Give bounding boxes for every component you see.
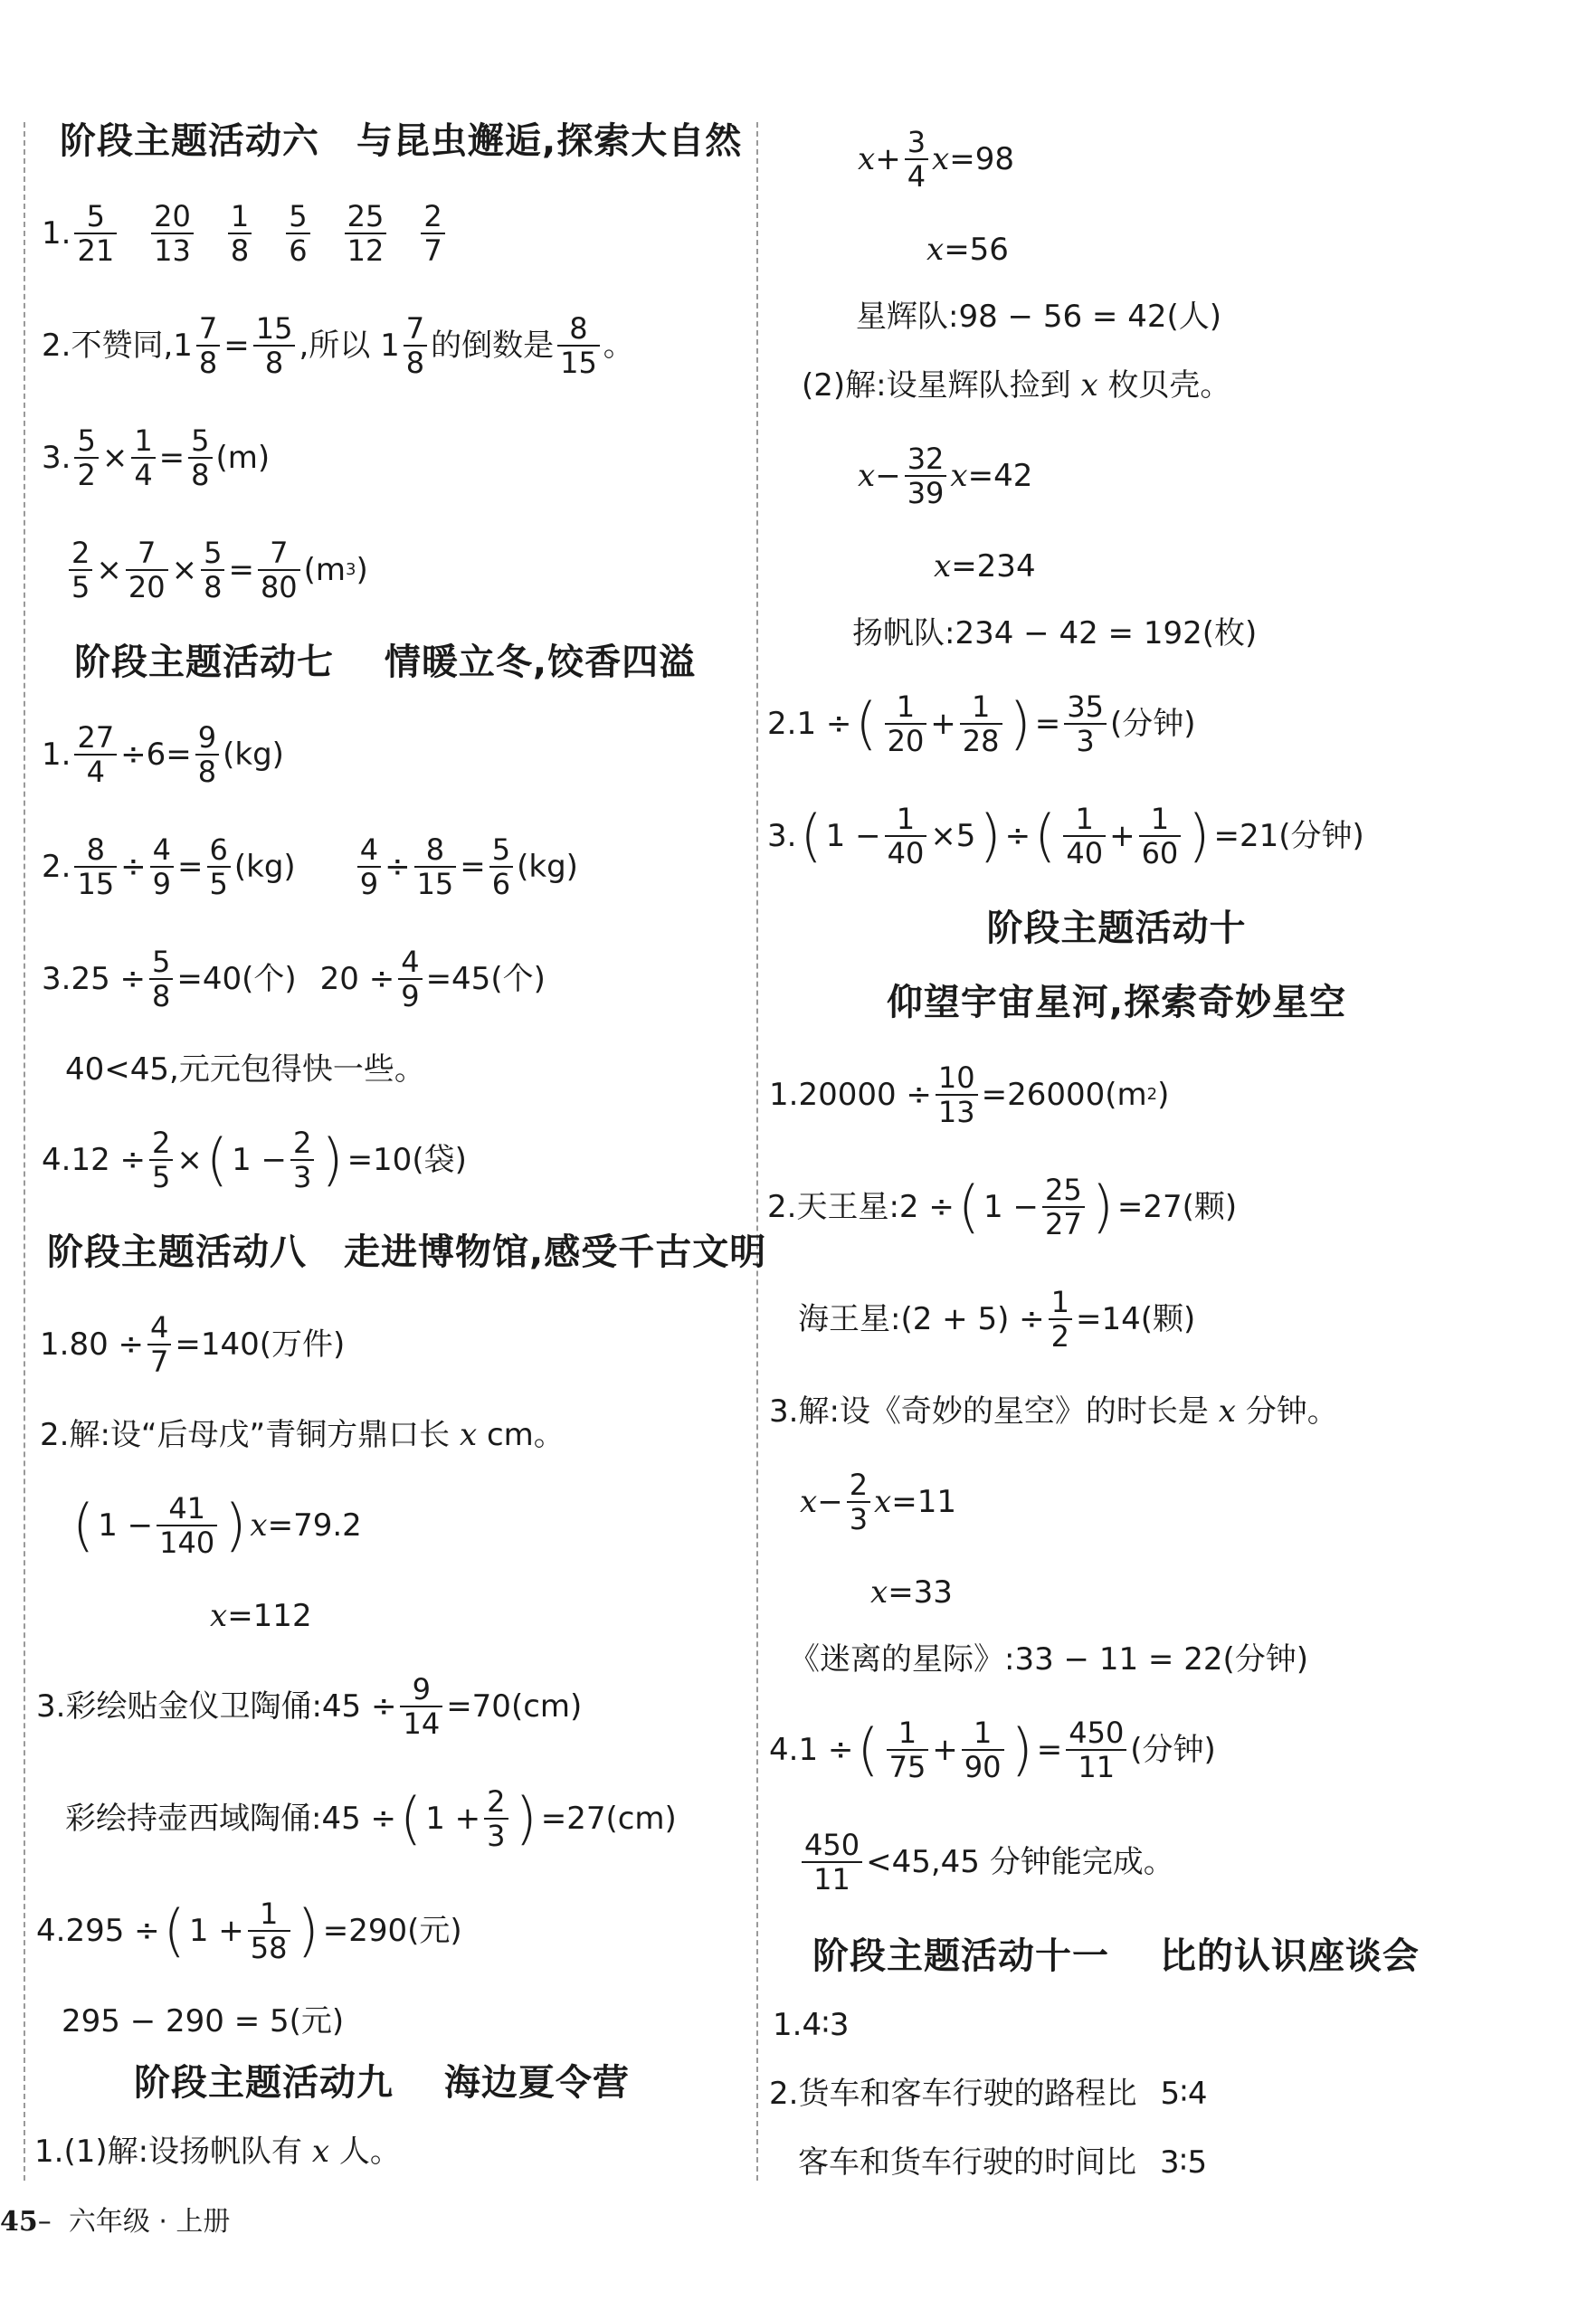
fraction: $\frac{5}{21}$ <box>74 200 117 267</box>
r-s10-line16: 《迷离的星际》:33 − 11 = 22(分钟) <box>789 1641 1308 1678</box>
fraction: $\frac{8}{15}$ <box>414 833 457 900</box>
fraction: $\frac{10}{13}$ <box>936 1061 978 1128</box>
s8-q2: 2.解:设“后母戊”青铜方鼎口长 x cm。 <box>40 1417 565 1453</box>
s7-q3-conclusion: 40<45,元元包得快一些。 <box>65 1051 425 1088</box>
r-line4: (2)解:设星辉队捡到 x 枚贝壳。 <box>802 367 1231 404</box>
fraction: $\frac{1}{20}$ <box>885 690 927 757</box>
section-8-title: 阶段主题活动八 走进博物馆,感受千古文明 <box>47 1231 767 1273</box>
s7-q1: 1. $\frac{27}{4}$ ÷6= $\frac{9}{8}$ (kg) <box>42 720 284 789</box>
fraction: $\frac{35}{3}$ <box>1064 690 1107 757</box>
fraction-list <box>71 200 475 267</box>
grade-label: 六年级 · 上册 <box>68 2206 231 2238</box>
r-line3: 星辉队:98 − 56 = 42(人) <box>856 299 1221 335</box>
s7-q4: 4.12 ÷ $\frac{2}{5}$ × ( 1 − $\frac{2}{3}$ ) =10(袋) <box>42 1126 467 1194</box>
fraction: $\frac{25}{12}$ <box>345 200 387 267</box>
fraction: $\frac{8}{15}$ <box>74 833 117 900</box>
fraction: $\frac{7}{8}$ <box>404 312 427 379</box>
fraction: $\frac{20}{13}$ <box>151 200 194 267</box>
column-divider <box>756 122 758 2181</box>
s6-q1: 1. $\frac{5}{21}$ $\frac{20}{13}$ $\frac{1}{8}$ $\frac{5}{6}$ $\frac{25}{12}$ $\frac{2}{7}$ <box>42 200 476 267</box>
section-10-title-1: 阶段主题活动十 <box>986 908 1247 949</box>
fraction: $\frac{2}{3}$ <box>484 1785 508 1852</box>
r-s11-q2b: 客车和货车行驶的时间比 3∶5 <box>798 2144 1208 2181</box>
r-s11-q1: 1.4∶3 <box>773 2007 850 2043</box>
r-q2: 2.1 ÷ ( $\frac{1}{20}$ + $\frac{1}{28}$ ) = $\frac{35}{3}$ (分钟) <box>767 689 1196 758</box>
r-s10-q1: 1.20000 ÷ $\frac{10}{13}$ =26000(m 2 ) <box>769 1060 1170 1129</box>
s8-q3a: 3.彩绘贴金仪卫陶俑:45 ÷ $\frac{9}{14}$ =70(cm) <box>36 1672 583 1741</box>
fraction: $\frac{1}{40}$ <box>1063 803 1106 870</box>
s9-q1: 1.(1)解:设扬帆队有 x 人。 <box>34 2134 401 2170</box>
fraction: $\frac{27}{4}$ <box>74 721 117 788</box>
r-line7: 扬帆队:234 − 42 = 192(枚) <box>852 615 1258 651</box>
s7-q2: 2. $\frac{8}{15}$ ÷ $\frac{4}{9}$ = $\frac{6}{5}$ (kg) $\frac{4}{9}$ ÷ $\frac{8}{15}$ = $\frac{5}{6}$ (kg) <box>42 832 578 901</box>
fraction: $\frac{1}{28}$ <box>960 690 1002 757</box>
fraction: $\frac{1}{2}$ <box>1049 1286 1072 1353</box>
fraction: $\frac{3}{4}$ <box>905 126 928 193</box>
fraction: $\frac{1}{58}$ <box>248 1897 290 1964</box>
fraction: $\frac{2}{3}$ <box>290 1126 314 1193</box>
fraction: $\frac{1}{40}$ <box>885 803 927 870</box>
section-10-title-2: 仰望宇宙星河,探索奇妙星空 <box>886 982 1347 1023</box>
section-7-title: 阶段主题活动七 情暖立冬,饺香四溢 <box>74 642 697 683</box>
fraction: $\frac{1}{8}$ <box>228 200 252 267</box>
fraction: $\frac{1}{4}$ <box>131 424 155 491</box>
fraction: $\frac{5}{8}$ <box>149 946 173 1012</box>
r-eq2: x =56 <box>926 232 1009 268</box>
left-margin-line <box>24 122 25 2181</box>
fraction: $\frac{2}{3}$ <box>847 1469 870 1535</box>
fraction: $\frac{2}{7}$ <box>421 200 444 267</box>
s8-q4b: 295 − 290 = 5(元) <box>62 2003 345 2039</box>
section-11-title: 阶段主题活动十一 比的认识座谈会 <box>812 1935 1420 1977</box>
fraction: $\frac{32}{39}$ <box>905 442 947 509</box>
fraction: $\frac{7}{8}$ <box>196 312 220 379</box>
section-6-title: 阶段主题活动六 与昆虫邂逅,探索大自然 <box>60 120 743 162</box>
s7-q3: 3.25 ÷ $\frac{5}{8}$ =40(个) 20 ÷ $\frac{4}{9}$ =45(个) <box>42 945 546 1013</box>
fraction: $\frac{4}{9}$ <box>398 946 422 1012</box>
fraction: $\frac{5}{8}$ <box>201 537 224 604</box>
fraction: $\frac{450}{11}$ <box>802 1829 862 1896</box>
s8-q2-eq2: x =112 <box>210 1598 312 1634</box>
fraction: $\frac{5}{6}$ <box>286 200 309 267</box>
fraction: $\frac{7}{20}$ <box>126 537 168 604</box>
s6-q3a: 3. $\frac{5}{2}$ × $\frac{1}{4}$ = $\frac{5}{8}$ (m) <box>42 423 271 492</box>
s6-q3b: $\frac{2}{5}$ × $\frac{7}{20}$ × $\frac{5}{8}$ = $\frac{7}{80}$ (m 3 ) <box>65 537 368 604</box>
fraction: $\frac{25}{27}$ <box>1042 1174 1085 1241</box>
fraction: $\frac{450}{11}$ <box>1066 1716 1126 1783</box>
r-s10-q2: 2.天王星:2 ÷ ( 1 − $\frac{25}{27}$ ) =27(颗) <box>767 1173 1238 1241</box>
fraction: $\frac{2}{5}$ <box>69 537 92 604</box>
fraction: $\frac{5}{6}$ <box>489 833 513 900</box>
s8-q2-eq1: ( 1 − $\frac{41}{140}$ ) x =79.2 <box>72 1491 362 1560</box>
r-eq5: x − $\frac{32}{39}$ x =42 <box>858 442 1033 510</box>
fraction: $\frac{8}{15}$ <box>557 312 600 379</box>
fraction: $\frac{7}{80}$ <box>258 537 300 604</box>
fraction: $\frac{6}{5}$ <box>207 833 231 900</box>
fraction: $\frac{5}{2}$ <box>74 424 98 491</box>
fraction: $\frac{4}{7}$ <box>147 1311 171 1378</box>
s8-q1: 1.80 ÷ $\frac{4}{7}$ =140(万件) <box>40 1310 346 1379</box>
r-eq6: x =234 <box>934 548 1036 585</box>
fraction: $\frac{4}{9}$ <box>357 833 381 900</box>
r-s10-q3: 3.解:设《奇妙的星空》的时长是 x 分钟。 <box>769 1393 1338 1430</box>
fraction: $\frac{5}{8}$ <box>188 424 212 491</box>
page-number: 45 <box>0 2206 38 2238</box>
r-eq1: x + $\frac{3}{4}$ x =98 <box>858 125 1014 194</box>
r-s10-eq15: x =33 <box>870 1574 953 1611</box>
r-s10-q4: 4.1 ÷ ( $\frac{1}{75}$ + $\frac{1}{90}$ ) = $\frac{450}{11}$ (分钟) <box>769 1716 1216 1784</box>
fraction: $\frac{9}{8}$ <box>195 721 219 788</box>
fraction: $\frac{9}{14}$ <box>400 1673 442 1740</box>
fraction: $\frac{41}{140}$ <box>157 1492 217 1559</box>
fraction: $\frac{1}{60}$ <box>1139 803 1182 870</box>
r-s10-eq14: x − $\frac{2}{3}$ x =11 <box>800 1468 956 1536</box>
r-q3: 3. ( 1 − $\frac{1}{40}$ ×5 ) ÷ ( $\frac{1}{40}$ + $\frac{1}{60}$ ) =21(分钟) <box>767 802 1364 870</box>
s8-q3b: 彩绘持壶西域陶俑:45 ÷ ( 1 + $\frac{2}{3}$ ) =27(cm) <box>65 1784 677 1853</box>
fraction: $\frac{4}{9}$ <box>150 833 174 900</box>
s6-q2: 2.不赞同,1 $\frac{7}{8}$ = $\frac{15}{8}$ ,所以 1 $\frac{7}{8}$ 的倒数是 $\frac{8}{15}$ 。 <box>42 311 634 380</box>
fraction: $\frac{2}{5}$ <box>149 1126 173 1193</box>
r-s10-q2b: 海王星:(2 + 5) ÷ $\frac{1}{2}$ =14(颗) <box>798 1285 1196 1354</box>
page-footer: 45– 六年级 · 上册 <box>0 2206 231 2238</box>
fraction: $\frac{1}{90}$ <box>962 1716 1004 1783</box>
section-9-title: 阶段主题活动九 海边夏令营 <box>134 2062 630 2104</box>
r-s10-line18: $\frac{450}{11}$ <45,45 分钟能完成。 <box>798 1829 1174 1896</box>
fraction: $\frac{15}{8}$ <box>253 312 296 379</box>
r-s11-q2: 2.货车和客车行驶的路程比 5∶4 <box>769 2076 1208 2112</box>
s8-q4a: 4.295 ÷ ( 1 + $\frac{1}{58}$ ) =290(元) <box>36 1896 462 1965</box>
fraction: $\frac{1}{75}$ <box>887 1716 929 1783</box>
